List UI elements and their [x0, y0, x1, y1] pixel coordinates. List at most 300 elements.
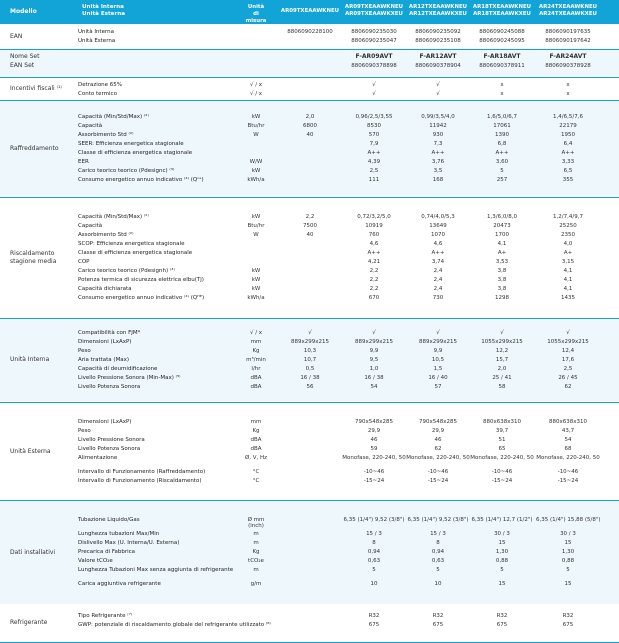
header-um-1: Unità [247, 4, 265, 10]
install-row-label: Tubazione Liquido/Gas [78, 517, 140, 523]
header-unita-interna: Unità Interna [82, 4, 124, 10]
raff-cell: 4,39 [367, 159, 381, 165]
interna-row-unit: l/hr [251, 366, 261, 372]
raff-row-label: Classe di efficienza energetica stagionale [78, 150, 193, 156]
risc-cell: 4,21 [367, 259, 381, 265]
esterna-cell: 46 [434, 437, 442, 443]
risc-cell: 25250 [559, 223, 577, 229]
esterna-row-label: Intervallo di Funzionamento (Raffreddamento) [78, 469, 206, 475]
esterna-row-label: Peso [78, 428, 91, 434]
interna-cell: 17,6 [561, 357, 575, 363]
esterna-cell: 43,7 [561, 428, 575, 434]
raff-cell: 22179 [559, 123, 577, 129]
risc-cell: 13649 [429, 223, 447, 229]
interna-cell: 1055x299x215 [481, 339, 523, 345]
esterna-row-unit: Kg [252, 428, 260, 434]
interna-cell: 10,5 [431, 357, 445, 363]
raff-row-label: Capacità [78, 123, 103, 129]
esterna-cell: 51 [498, 437, 506, 443]
esterna-cell: -15~24 [557, 478, 579, 484]
install-row-unit: m [253, 567, 259, 573]
set-name-cell: F-AR09AVT [355, 53, 393, 60]
refr-cell: 675 [562, 622, 574, 628]
raff-row-label: SEER: Efficienza energetica stagionale [78, 141, 184, 147]
esterna-group-label: Unità Esterna [10, 448, 51, 455]
raff-cell: 930 [432, 132, 444, 138]
interna-cell: √ [308, 330, 312, 336]
interna-cell: 2,5 [563, 366, 573, 372]
risc-cell: A++ [431, 250, 445, 256]
ean-row [78, 28, 619, 36]
raff-row [78, 140, 619, 148]
esterna-cell: 46 [370, 437, 378, 443]
raff-cell: 7,9 [369, 141, 379, 147]
raff-cell: 7,3 [433, 141, 443, 147]
ean-cell: 8806090228100 [287, 29, 333, 35]
esterna-row-unit: dBA [250, 437, 262, 443]
risc-cell: 4,6 [369, 241, 379, 247]
risc-row [78, 240, 619, 248]
raff-cell: 1950 [561, 132, 575, 138]
interna-row [78, 374, 619, 382]
raff-cell: 40 [306, 132, 314, 138]
set-ean-label: EAN Set [10, 62, 35, 69]
raff-cell: 3,33 [561, 159, 575, 165]
esterna-cell: 29,9 [431, 428, 445, 434]
interna-row-unit: m³/min [246, 357, 266, 363]
risc-cell: A+ [497, 250, 507, 256]
risc-cell: 3,8 [497, 286, 507, 292]
raff-cell: 0,99/3,5/4,0 [421, 114, 455, 120]
interna-cell: 0,5 [305, 366, 315, 372]
raff-cell: A++ [431, 150, 445, 156]
interna-cell: 889x299x215 [354, 339, 393, 345]
incentivi-cell: x [566, 82, 570, 88]
header-modello: Modello [10, 8, 37, 15]
ean-cell: 8806090197635 [545, 29, 591, 35]
install-row-label: Lunghezza tubazioni Max/Min [78, 531, 160, 537]
install-cell: 5 [566, 567, 570, 573]
risc-row-label: Carico teorico teorico (Pdesignh) ⁽³⁾ [78, 268, 175, 274]
esterna-cell: -10~46 [491, 469, 513, 475]
incentivi-cell: x [500, 82, 504, 88]
interna-cell: 2,0 [497, 366, 507, 372]
header-model-1: AR09TXEAAWKNEU [280, 8, 340, 14]
refr-cell: 675 [368, 622, 380, 628]
esterna-cell: 59 [370, 446, 378, 452]
refr-cell: R32 [496, 613, 508, 619]
interna-cell: 12,2 [495, 348, 509, 354]
raff-cell: 6,8 [497, 141, 507, 147]
interna-cell: 25 / 41 [492, 375, 512, 381]
incentivi-row [78, 81, 619, 89]
risc-cell: 4,1 [563, 268, 573, 274]
ean-row [78, 37, 619, 45]
risc-cell: 3,8 [497, 268, 507, 274]
interna-group-label: Unità Interna [10, 356, 50, 363]
raff-cell: 6,5 [563, 168, 573, 174]
esterna-row-label: Intervallo di Funzionamento (Riscaldamento) [78, 478, 202, 484]
risc-row [78, 267, 619, 275]
risc-cell: 4,1 [563, 277, 573, 283]
install-cell: 0,88 [495, 558, 509, 564]
install-cell: 10 [434, 581, 442, 587]
interna-cell: 9,5 [369, 357, 379, 363]
incentivi-row [78, 90, 619, 98]
risc-cell: 2,2 [305, 214, 315, 220]
install-cell: 0,94 [431, 549, 445, 555]
esterna-row [78, 427, 619, 435]
risc-row [78, 222, 619, 230]
risc-cell: 4,0 [563, 241, 573, 247]
install-row [78, 516, 619, 530]
interna-cell: 54 [370, 384, 378, 390]
esterna-cell: -10~46 [427, 469, 449, 475]
interna-cell: 62 [564, 384, 572, 390]
risc-cell: 0,74/4,0/5,3 [421, 214, 455, 220]
install-cell: 8 [436, 540, 440, 546]
section-refr [0, 605, 619, 641]
install-cell: 0,63 [367, 558, 381, 564]
esterna-cell: 790x548x285 [354, 419, 393, 425]
install-row-label: Lunghezza Tubazioni Max senza aggiunta di refrigerante [78, 567, 234, 573]
esterna-cell: 39,7 [495, 428, 509, 434]
interna-row-label: Aria trattata (Max) [78, 357, 130, 363]
raff-row [78, 122, 619, 130]
risc-cell: 1070 [431, 232, 445, 238]
install-row [78, 539, 619, 547]
interna-row-unit: dBA [250, 384, 262, 390]
section-divider [0, 197, 619, 198]
risc-row-label: Classe di efficienza energetica stagionale [78, 250, 193, 256]
install-cell: 30 / 3 [560, 531, 576, 537]
esterna-cell: 29,9 [367, 428, 381, 434]
risc-cell: 20473 [493, 223, 511, 229]
install-row-unit: Kg [252, 549, 260, 555]
install-cell: 1,30 [495, 549, 509, 555]
section-raff [0, 101, 619, 196]
interna-row-label: Peso [78, 348, 91, 354]
section-risc [0, 199, 619, 317]
section-esterna [0, 404, 619, 499]
install-row-label: Dislivello Max (U. Interna/U. Esterna) [78, 540, 180, 546]
incentivi-cell: x [566, 91, 570, 97]
raff-cell: 168 [432, 177, 444, 183]
risc-cell: 670 [368, 295, 380, 301]
risc-cell: 2350 [561, 232, 575, 238]
interna-row-label: Dimensioni (LxAxP) [78, 339, 132, 345]
interna-cell: 889x299x215 [290, 339, 329, 345]
esterna-cell: 880x638x310 [548, 419, 587, 425]
raff-row-label: EER [78, 159, 89, 165]
ean-cell: 8806090235030 [351, 29, 397, 35]
risc-cell: 4,6 [433, 241, 443, 247]
risc-row-label: Capacità [78, 223, 103, 229]
risc-row-label: SCOP: Efficienza energetica stagionale [78, 241, 185, 247]
interna-cell: 9,9 [369, 348, 379, 354]
refr-cell: R32 [432, 613, 444, 619]
raff-row-label: Carico teorico teorico (Pdesignc) ⁽³⁾ [78, 168, 175, 174]
esterna-row-label: Livello Pressione Sonora [78, 437, 145, 443]
interna-cell: 889x299x215 [418, 339, 457, 345]
raff-row [78, 167, 619, 175]
risc-cell: 1298 [495, 295, 509, 301]
refr-cell: R32 [562, 613, 574, 619]
risc-cell: 3,74 [431, 259, 445, 265]
esterna-row-unit: Ø, V, Hz [244, 455, 268, 461]
set-ean-cell: 8806090378904 [415, 63, 461, 69]
interna-cell: 57 [434, 384, 442, 390]
risc-row-unit: kWh/a [247, 295, 265, 301]
esterna-row-unit: mm [250, 419, 262, 425]
raff-cell: A++ [367, 150, 381, 156]
raff-cell: 111 [368, 177, 380, 183]
refr-row-label: GWP: potenziale di riscaldamento globale del refrigerante utilizzato ⁽⁸⁾ [78, 622, 271, 628]
install-cell: 15 / 3 [366, 531, 382, 537]
install-cell: 0,88 [561, 558, 575, 564]
incentivi-row-label: Detrazione 65% [78, 82, 123, 88]
refr-row [78, 612, 619, 620]
interna-cell: √ [372, 330, 376, 336]
esterna-row-label: Livello Potenza Sonora [78, 446, 141, 452]
install-row [78, 548, 619, 556]
header-model-3-sub: AR12TXEAAWKXEU [409, 11, 467, 17]
esterna-row-unit: °C [252, 478, 260, 484]
esterna-cell: -10~46 [557, 469, 579, 475]
esterna-row [78, 477, 619, 485]
install-row-label: Precarica di Fabbrica [78, 549, 136, 555]
esterna-row-label: Dimensioni (LxAxP) [78, 419, 132, 425]
set-ean-cell: 8806090378898 [351, 63, 397, 69]
install-row [78, 580, 619, 588]
interna-cell: 10,7 [303, 357, 317, 363]
interna-row-unit: Kg [252, 348, 260, 354]
header-um-2: di misura [245, 11, 267, 24]
risc-cell: 2,2 [369, 286, 379, 292]
interna-cell: 15,7 [495, 357, 509, 363]
incentivi-cell: √ [436, 91, 440, 97]
risc-group-label-2: stagione media [10, 258, 57, 265]
esterna-row-unit: dBA [250, 446, 262, 452]
raff-cell: A++ [495, 150, 509, 156]
risc-row-label: COP [78, 259, 90, 265]
risc-cell: 1435 [561, 295, 575, 301]
raff-cell: 6,4 [563, 141, 573, 147]
incentivi-row-unit: √ / x [249, 91, 263, 97]
incentivi-cell: √ [372, 82, 376, 88]
install-cell: 5 [436, 567, 440, 573]
ean-cell: 8806090197642 [545, 38, 591, 44]
risc-row-label: Capacità dichiarata [78, 286, 132, 292]
risc-row [78, 285, 619, 293]
raff-cell: 1,4/6,5/7,6 [553, 114, 583, 120]
header-model-4: AR18TXEAAWKNEU [472, 4, 532, 10]
set-name-cell: F-AR24AVT [549, 53, 587, 60]
raff-row-unit: kW [251, 114, 261, 120]
risc-row-unit: kW [251, 286, 261, 292]
section-install [0, 501, 619, 604]
install-cell: 6,35 (1/4") 9,52 (3/8") [407, 517, 469, 523]
risc-cell: 4,1 [563, 286, 573, 292]
risc-cell: 760 [368, 232, 380, 238]
risc-row-label: Capacità (Min/Std/Max) ⁽²⁾ [78, 214, 149, 220]
raff-row-unit: W/W [249, 159, 263, 165]
ean-row-label: Unità Interna [78, 29, 114, 35]
esterna-cell: 880x638x310 [482, 419, 521, 425]
raff-row [78, 131, 619, 139]
risc-row [78, 249, 619, 257]
raff-cell: 257 [496, 177, 508, 183]
install-row-unit: m [253, 531, 259, 537]
esterna-cell: 65 [498, 446, 506, 452]
incentivi-group-label: Incentivi fiscali ⁽¹⁾ [10, 85, 62, 92]
raff-cell: 355 [562, 177, 574, 183]
interna-row-label: Livello Potenza Sonora [78, 384, 141, 390]
install-cell: 5 [372, 567, 376, 573]
install-cell: 15 / 3 [430, 531, 446, 537]
section-incentivi [0, 79, 619, 99]
ean-cell: 8806090235108 [415, 38, 461, 44]
header-model-5: AR24TXEAAWKNEU [538, 4, 598, 10]
raff-cell: 570 [368, 132, 380, 138]
interna-row [78, 356, 619, 364]
header-model-2: AR09TXEAAWKNEU [344, 4, 404, 10]
raff-cell: 8530 [367, 123, 381, 129]
esterna-cell: Monofase, 220-240, 50 [406, 455, 470, 461]
risc-cell: 3,53 [495, 259, 509, 265]
risc-row [78, 231, 619, 239]
risc-cell: 1,3/6,0/8,0 [487, 214, 517, 220]
install-cell: 0,94 [367, 549, 381, 555]
interna-cell: 1,0 [369, 366, 379, 372]
install-cell: 15 [564, 540, 572, 546]
set-ean-cell: 8806090378928 [545, 63, 591, 69]
install-cell: 0,63 [431, 558, 445, 564]
header-model-4-sub: AR18TXEAAWKXEU [473, 11, 531, 17]
interna-row [78, 365, 619, 373]
raff-cell: 3,5 [433, 168, 443, 174]
section-set [0, 50, 619, 76]
esterna-cell: -15~24 [427, 478, 449, 484]
risc-row-unit: kW [251, 268, 261, 274]
interna-cell: 1055x299x215 [547, 339, 589, 345]
raff-cell: 1390 [495, 132, 509, 138]
raff-row [78, 149, 619, 157]
esterna-row-unit: °C [252, 469, 260, 475]
esterna-row [78, 445, 619, 453]
raff-row [78, 176, 619, 184]
refr-row [78, 621, 619, 635]
risc-row-unit: kW [251, 214, 261, 220]
refr-row-label: Tipo Refrigerante ⁽⁷⁾ [78, 613, 133, 619]
interna-row [78, 383, 619, 391]
incentivi-row-unit: √ / x [249, 82, 263, 88]
set-ean-cell: 8806090378911 [479, 63, 525, 69]
install-cell: 6,35 (1/4") 9,52 (3/8") [343, 517, 405, 523]
set-eans-row [78, 62, 619, 70]
table-header [0, 0, 619, 24]
risc-row-label: Potenza termica di sicurezza elettrica elbu(Tj) [78, 277, 204, 283]
raff-cell: 17061 [493, 123, 511, 129]
raff-row-label: Assorbimento Std ⁽²⁾ [78, 132, 134, 138]
incentivi-row-label: Conto termico [78, 91, 117, 97]
esterna-row [78, 418, 619, 426]
risc-cell: 3,8 [497, 277, 507, 283]
install-cell: 15 [564, 581, 572, 587]
risc-cell: 3,15 [561, 259, 575, 265]
raff-cell: 6800 [303, 123, 317, 129]
install-group-label: Dati installativi [10, 549, 56, 556]
risc-row-unit: kW [251, 277, 261, 283]
esterna-cell: Monofase, 220-240, 50 [342, 455, 406, 461]
raff-cell: A++ [561, 150, 575, 156]
raff-cell: 11942 [429, 123, 447, 129]
risc-row [78, 276, 619, 284]
risc-cell: 0,72/3,2/5,0 [357, 214, 391, 220]
risc-row [78, 258, 619, 266]
install-cell: 6,35 (1/4") 15,88 (5/8") [536, 517, 601, 523]
interna-cell: 56 [306, 384, 314, 390]
set-name-cell: F-AR18AVT [483, 53, 521, 60]
interna-cell: 16 / 40 [428, 375, 448, 381]
install-cell: 6,35 (1/4") 12,7 (1/2") [471, 517, 533, 523]
risc-cell: 730 [432, 295, 444, 301]
esterna-row [78, 436, 619, 444]
incentivi-cell: √ [436, 82, 440, 88]
interna-row-unit: mm [250, 339, 262, 345]
install-row [78, 566, 619, 580]
risc-cell: 1,2/7,4/9,7 [553, 214, 583, 220]
set-names-row [78, 53, 619, 61]
ean-cell: 8806090235092 [415, 29, 461, 35]
install-cell: 30 / 3 [494, 531, 510, 537]
header-model-3: AR12TXEAAWKNEU [408, 4, 468, 10]
install-row-unit: Ø mm (inch) [247, 517, 265, 529]
interna-cell: 10,3 [303, 348, 317, 354]
risc-cell: 10919 [365, 223, 383, 229]
esterna-cell: -15~24 [491, 478, 513, 484]
esterna-row-label: Alimentazione [78, 455, 118, 461]
risc-cell: 2,4 [433, 268, 443, 274]
esterna-cell: 68 [564, 446, 572, 452]
raff-cell: 2,0 [305, 114, 315, 120]
raff-cell: 0,96/2,5/3,55 [355, 114, 393, 120]
risc-cell: 40 [306, 232, 314, 238]
raff-cell: 1,6/5,0/6,7 [487, 114, 517, 120]
install-cell: 5 [500, 567, 504, 573]
interna-cell: √ [436, 330, 440, 336]
risc-cell: A++ [367, 250, 381, 256]
raff-cell: 5 [500, 168, 504, 174]
install-cell: 8 [372, 540, 376, 546]
raff-cell: 2,5 [369, 168, 379, 174]
interna-cell: 1,5 [433, 366, 443, 372]
risc-row-unit: W [253, 232, 259, 238]
incentivi-cell: √ [372, 91, 376, 97]
interna-row-label: Compatibilità con FJM* [78, 330, 141, 336]
risc-cell: 4,1 [497, 241, 507, 247]
risc-cell: 2,2 [369, 277, 379, 283]
set-name-cell: F-AR12AVT [419, 53, 457, 60]
interna-row [78, 329, 619, 337]
ean-cell: 8806090245095 [479, 38, 525, 44]
section-interna [0, 319, 619, 401]
esterna-cell: -10~46 [363, 469, 385, 475]
risc-cell: 1700 [495, 232, 509, 238]
interna-row-label: Capacità di deumidificazione [78, 366, 158, 372]
risc-group-label: Riscaldamento [10, 250, 55, 257]
refr-cell: R32 [368, 613, 380, 619]
